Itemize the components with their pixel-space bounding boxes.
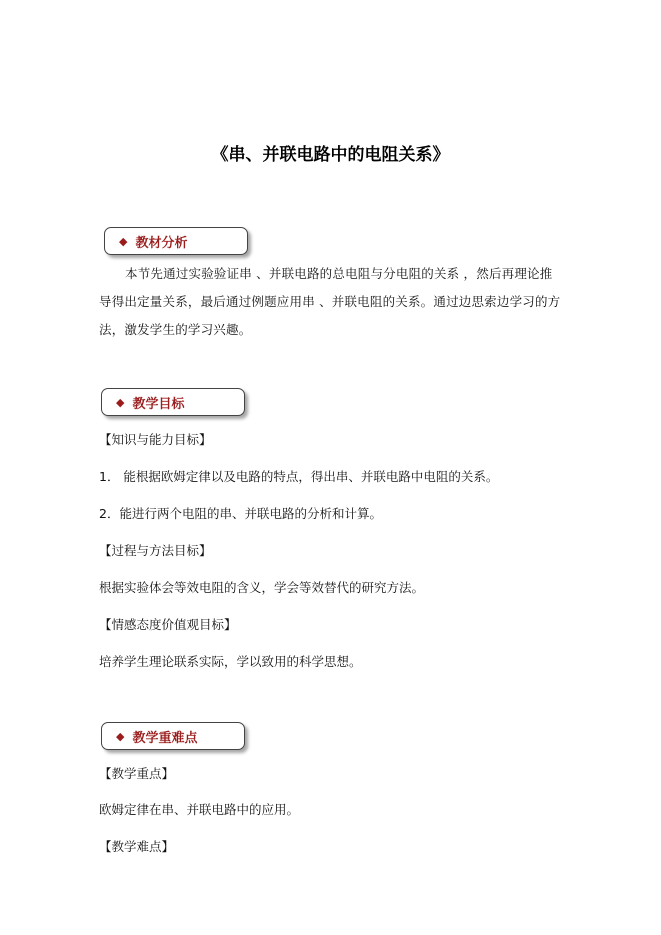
section-heading-label: 教学重难点 — [132, 730, 198, 746]
document-title: 《串、并联电路中的电阻关系》 — [211, 145, 450, 165]
key-point-line: 欧姆定律在串、并联电路中的应用。 — [99, 802, 300, 817]
objective-line: 【知识与能力目标】 — [99, 432, 212, 447]
section-heading-materials — [104, 227, 248, 255]
diamond-bullet-icon: ◆ — [116, 395, 125, 409]
materials-paragraph: 本节先通过实验验证串 、并联电路的总电阻与分电阻的关系 ，然后再理论推导得出定量关系，最后通过例题应用串 、并联电阻的关系。通过边思索边学习的方法，激发学生的学习兴趣。 — [99, 266, 561, 337]
objective-line: 根据实验体会等效电阻的含义，学会等效替代的研究方法。 — [99, 580, 425, 595]
key-point-line: 【教学重点】 — [99, 766, 175, 781]
section-heading-key-points — [101, 722, 245, 750]
key-point-line: 【教学难点】 — [99, 839, 175, 854]
diamond-bullet-icon: ◆ — [116, 729, 125, 743]
section-heading-label: 教学目标 — [132, 396, 185, 412]
section-heading-label: 教材分析 — [135, 235, 188, 251]
objective-line: 培养学生理论联系实际，学以致用的科学思想。 — [99, 654, 362, 669]
objective-line: 2．能进行两个电阻的串、并联电路的分析和计算。 — [99, 506, 382, 521]
objective-line: 1． 能根据欧姆定律以及电路的特点，得出串、并联电路中电阻的关系。 — [99, 469, 499, 484]
objective-line: 【过程与方法目标】 — [99, 543, 212, 558]
section-heading-objectives — [101, 388, 245, 416]
objective-line: 【情感态度价值观目标】 — [99, 617, 237, 632]
diamond-bullet-icon: ◆ — [119, 234, 128, 248]
